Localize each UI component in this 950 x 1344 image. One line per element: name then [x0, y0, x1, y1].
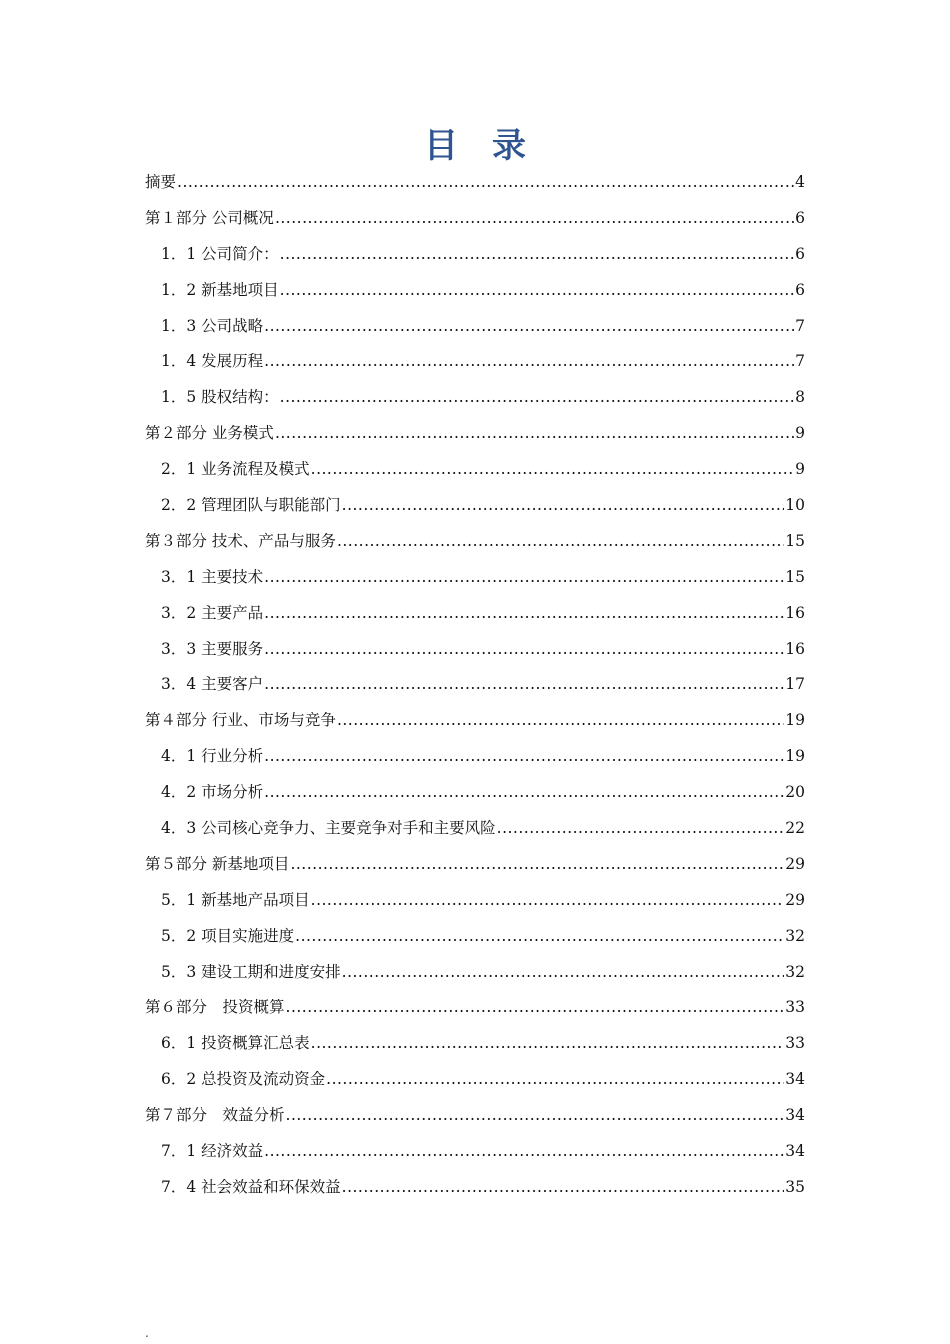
toc-subsection-entry[interactable] — [145, 883, 805, 919]
toc-page-number: 15 — [785, 567, 805, 586]
toc-page-number: 20 — [785, 783, 805, 802]
toc-subsection-entry[interactable] — [145, 452, 805, 488]
toc-entry-label: 2．1 业务流程及模式 — [161, 460, 310, 479]
toc-entry-label: 7．1 经济效益 — [161, 1142, 264, 1161]
page-title: 目 录 — [424, 126, 526, 166]
toc-page-number: 7 — [795, 352, 805, 371]
toc-dot-leader — [275, 201, 794, 237]
toc-dot-leader — [275, 416, 794, 452]
toc-dot-leader — [280, 237, 794, 273]
toc-entry-label: 2．2 管理团队与职能部门 — [161, 496, 341, 515]
toc-page-number: 9 — [795, 460, 805, 479]
toc-entry-label: 3．1 主要技术 — [161, 567, 264, 586]
toc-entry-label: 1．2 新基地项目 — [161, 280, 279, 299]
toc-subsection-entry[interactable] — [145, 273, 805, 309]
toc-page-number: 34 — [785, 1142, 805, 1161]
toc-dot-leader — [280, 273, 794, 309]
toc-entry-label: 1．1 公司简介： — [161, 244, 279, 263]
toc-subsection-entry[interactable] — [145, 1026, 805, 1062]
toc-entry-label: 6．1 投资概算汇总表 — [161, 1034, 310, 1053]
toc-page-number: 7 — [795, 316, 805, 335]
toc-dot-leader — [311, 452, 794, 488]
toc-section-entry[interactable] — [145, 703, 805, 739]
toc-entry-label: 3．3 主要服务 — [161, 639, 264, 658]
toc-page-number: 16 — [785, 639, 805, 658]
toc-subsection-entry[interactable] — [145, 1170, 805, 1206]
toc-subsection-entry[interactable] — [145, 488, 805, 524]
toc-page-number: 9 — [795, 424, 805, 443]
toc-page-number: 19 — [785, 747, 805, 766]
toc-dot-leader — [290, 847, 784, 883]
toc-dot-leader — [264, 560, 784, 596]
toc-entry-label: 5．2 项目实施进度 — [161, 926, 295, 945]
toc-entry-label: 第６部分 投资概算 — [145, 998, 285, 1017]
toc-page-number: 32 — [785, 926, 805, 945]
toc-subsection-entry[interactable] — [145, 739, 805, 775]
toc-entry-label: 第４部分 行业、市场与竞争 — [145, 711, 336, 730]
toc-dot-leader — [264, 596, 784, 632]
toc-page-number: 17 — [785, 675, 805, 694]
toc-page-number: 29 — [785, 890, 805, 909]
footer-mark: . — [145, 1326, 149, 1340]
toc-dot-leader — [264, 344, 794, 380]
toc-entry-label: 第２部分 业务模式 — [145, 424, 274, 443]
toc-subsection-entry[interactable] — [145, 632, 805, 668]
toc-entry-label: 4．3 公司核心竞争力、主要竞争对手和主要风险 — [161, 819, 496, 838]
toc-entry-label: 摘要 — [145, 173, 177, 191]
toc-entry-label: 第５部分 新基地项目 — [145, 854, 290, 873]
toc-entry-label: 5．1 新基地产品项目 — [161, 890, 310, 909]
toc-dot-leader — [342, 1170, 785, 1206]
toc-dot-leader — [264, 632, 784, 668]
toc-dot-leader — [286, 1098, 785, 1134]
toc-page-number: 34 — [785, 1070, 805, 1089]
toc-section-entry[interactable] — [145, 524, 805, 560]
toc-page-number: 16 — [785, 603, 805, 622]
toc-subsection-entry[interactable] — [145, 1062, 805, 1098]
toc-subsection-entry[interactable] — [145, 237, 805, 273]
toc-section-entry[interactable] — [145, 201, 805, 237]
toc-subsection-entry[interactable] — [145, 1134, 805, 1170]
toc-entry-label: 1．4 发展历程 — [161, 352, 264, 371]
toc-page-number: 4 — [795, 173, 805, 191]
toc-page-number: 6 — [795, 244, 805, 263]
toc-section-entry[interactable] — [145, 990, 805, 1026]
toc-page-number: 19 — [785, 711, 805, 730]
toc-dot-leader — [286, 990, 785, 1026]
toc-entry-label: 7．4 社会效益和环保效益 — [161, 1177, 341, 1196]
toc-section-entry[interactable] — [145, 1098, 805, 1134]
toc-entry-label: 3．2 主要产品 — [161, 603, 264, 622]
toc-subsection-entry[interactable] — [145, 344, 805, 380]
toc-subsection-entry[interactable] — [145, 919, 805, 955]
toc-dot-leader — [264, 309, 794, 345]
toc-entry-label: 6．2 总投资及流动资金 — [161, 1070, 326, 1089]
toc-subsection-entry[interactable] — [145, 596, 805, 632]
toc-subsection-entry[interactable] — [145, 560, 805, 596]
toc-entry-label: 1．3 公司战略 — [161, 316, 264, 335]
toc-page-number: 22 — [785, 819, 805, 838]
toc-dot-leader — [337, 703, 784, 739]
toc-entry-label: 第３部分 技术、产品与服务 — [145, 531, 336, 550]
toc-dot-leader — [264, 775, 784, 811]
toc-entry-label: 第７部分 效益分析 — [145, 1106, 285, 1125]
toc-subsection-entry[interactable] — [145, 811, 805, 847]
toc-entry-label: 5．3 建设工期和进度安排 — [161, 962, 341, 981]
toc-dot-leader — [311, 1026, 785, 1062]
toc-page-number: 8 — [795, 388, 805, 407]
toc-entry-label: 3．4 主要客户 — [161, 675, 264, 694]
toc-dot-leader — [264, 667, 784, 703]
toc-page-number: 33 — [785, 1034, 805, 1053]
toc-page-number: 15 — [785, 531, 805, 550]
toc-entry-label: 第１部分 公司概况 — [145, 208, 274, 227]
toc-entry-label: 1．5 股权结构： — [161, 388, 279, 407]
toc-dot-leader — [177, 165, 794, 201]
toc-page-number: 35 — [785, 1177, 805, 1196]
toc-entry-label: 4．1 行业分析 — [161, 747, 264, 766]
table-of-contents — [145, 165, 805, 1206]
toc-dot-leader — [342, 488, 785, 524]
toc-dot-leader — [295, 919, 784, 955]
toc-section-entry[interactable] — [145, 416, 805, 452]
toc-page-number: 32 — [785, 962, 805, 981]
toc-dot-leader — [311, 883, 785, 919]
toc-dot-leader — [497, 811, 785, 847]
toc-subsection-entry[interactable] — [145, 309, 805, 345]
toc-page-number: 10 — [785, 496, 805, 515]
toc-section-entry[interactable] — [145, 165, 805, 201]
toc-subsection-entry[interactable] — [145, 955, 805, 991]
toc-dot-leader — [326, 1062, 784, 1098]
toc-page-number: 6 — [795, 280, 805, 299]
toc-dot-leader — [264, 739, 784, 775]
toc-page-number: 34 — [785, 1106, 805, 1125]
toc-entry-label: 4．2 市场分析 — [161, 783, 264, 802]
toc-dot-leader — [280, 380, 794, 416]
toc-subsection-entry[interactable] — [145, 380, 805, 416]
toc-subsection-entry[interactable] — [145, 667, 805, 703]
toc-subsection-entry[interactable] — [145, 775, 805, 811]
toc-section-entry[interactable] — [145, 847, 805, 883]
toc-dot-leader — [342, 955, 785, 991]
toc-dot-leader — [337, 524, 784, 560]
toc-page-number: 6 — [795, 208, 805, 227]
toc-page-number: 29 — [785, 854, 805, 873]
toc-page-number: 33 — [785, 998, 805, 1017]
toc-dot-leader — [264, 1134, 784, 1170]
